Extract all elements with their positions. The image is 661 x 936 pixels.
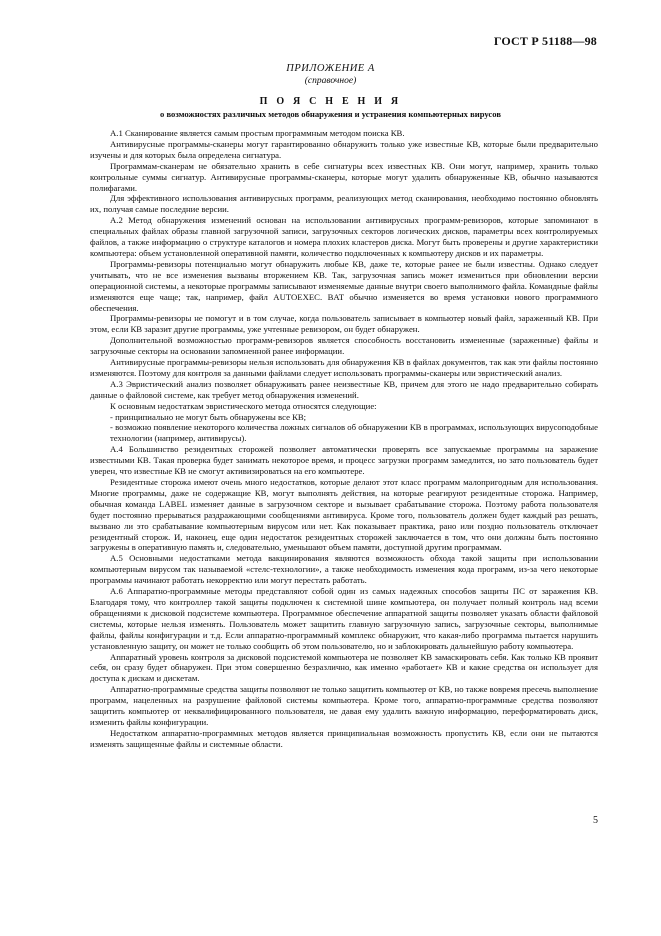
- paragraph: Антивирусные программы-ревизоры нельзя использовать для обнаружения КВ в файлах документов, так как эти файлы постоянно изменяются. Поэтому для контроля за данными файлами следует использовать программы-сканеры или эвристический анализ.: [90, 357, 598, 378]
- paragraph: А.4 Большинство резидентных сторожей позволяет автоматически проверять все запускаемые программы на заражение известными КВ. Такая проверка будет занимать некоторое время, и процесс загрузки программ замедлится, но зато пользователь будет уверен, что известные КВ не смогут активизироваться на его компьютере.: [90, 444, 598, 477]
- paragraph: Программы-ревизоры не помогут и в том случае, когда пользователь записывает в компьютер новый файл, зараженный КВ. При этом, если КВ заразит другие программы, уже учтенные ревизором, он будет обнаружен.: [90, 313, 598, 335]
- paragraph: Аппаратный уровень контроля за дисковой подсистемой компьютера не позволяет КВ замаскировать себя. Как только КВ проявит себя, он сразу будет обнаружен. При этом совершенно безразлично, как именно «работает» КВ и какие средства он использует для доступа к дискам и дискетам.: [90, 651, 598, 684]
- standard-number: ГОСТ Р 51188—98: [493, 34, 597, 48]
- paragraph: Аппаратно-программные средства защиты позволяют не только защитить компьютер от КВ, но также вовремя пресечь выполнение программ, нацеленных на разрушение файловой системы компьютера. Кроме того, аппаратно-программные средства позволяют защитить компьютер от неквалифицированного пользователя, не давая ему удалить важную информацию, переформатировать диск, изменить файлы конфигурации.: [90, 684, 598, 727]
- paragraph: А.6 Аппаратно-программные методы представляют собой один из самых надежных способов защиты ПС от заражения КВ. Благодаря тому, что контроллер такой защиты подключен к системной шине компьютера, он получает полный контроль над всеми обращениями к дисковой подсистеме компьютера. Программное обеспечение аппаратной защиты позволяет указать области файловой системы, которые нельзя изменять. Пользователь может защитить главную загрузочную запись, загрузочные секторы, выполнимые файлы, файлы конфигурации и т.д. Если аппаратно-программный комплекс обнаружит, что какая-либо программа пытается нарушить установленную защиту, он может не только сообщить об этом пользователю, но и заблокировать дальнейшую работу компьютера.: [90, 586, 598, 651]
- paragraph: Антивирусные программы-сканеры могут гарантированно обнаружить только уже известные КВ, которые были предварительно изучены и для которых была определена сигнатура.: [90, 138, 598, 160]
- section-heading: П О Я С Н Е Н И Я: [259, 96, 402, 107]
- list-item: - принципиально не могут быть обнаружены все КВ;: [110, 411, 307, 422]
- paragraph: Программам-сканерам не обязательно хранить в себе сигнатуры всех известных КВ. Они могут, например, хранить только контрольные суммы сигнатур. Антивирусные программы-сканеры, которые могут удалить обнаруженные КВ, обычно называются полифагами.: [90, 160, 598, 193]
- paragraph: Для эффективного использования антивирусных программ, реализующих метод сканирования, необходимо постоянно обновлять их, получая самые последние версии.: [90, 193, 598, 215]
- paragraph: Программы-ревизоры потенциально могут обнаружить любые КВ, даже те, которые ранее не были известны. Однако следует учитывать, что не все изменения вызваны вторжением КВ. Так, загрузочная запись может измениться при обновлении версии операционной системы, а некоторые программы записывают изменяемые данные внутри своего выполнимого файла. Командные файлы изменяются еще чаще; так, например, файл AUTOEXEC. BAT обычно изменяется во время установки нового программного обеспечения.: [90, 258, 598, 313]
- paragraph: К основным недостаткам эвристического метода относятся следующие:: [110, 400, 377, 411]
- appendix-reference-label: (справочное): [304, 76, 357, 86]
- section-subtitle: о возможностях различных методов обнаружения и устранения компьютерных вирусов: [160, 109, 501, 119]
- paragraph: Недостатком аппаратно-программных методов является принципиальная возможность пропустить КВ, если они не пытаются изменять защищенные файлы и системные области.: [90, 727, 598, 749]
- paragraph: А.5 Основными недостатками метода вакцинирования являются возможность обхода такой защиты при использовании компьютерным вирусом так называемой «стелс-технологии», а также необходимость изменения кода программ, из-за чего некоторые программы начинают работать некорректно или могут перестать работать.: [90, 553, 598, 586]
- paragraph: А.3 Эвристический анализ позволяет обнаруживать ранее неизвестные КВ, причем для этого не надо предварительно собирать данные о файловой системе, как требует метод обнаружения изменений.: [90, 378, 598, 400]
- paragraph: А.1 Сканирование является самым простым программным методом поиска КВ.: [110, 128, 405, 138]
- list-item: - возможно появление некоторого количества ложных сигналов об обнаружении КВ в программах, использующих вирусоподобные технологии (например, антивирусы).: [110, 422, 598, 444]
- document-body: [90, 128, 598, 750]
- paragraph: А.2 Метод обнаружения изменений основан на использовании антивирусных программ-ревизоров, которые запоминают в специальных файлах образы главной загрузочной записи, загрузочных секторов логических дисков, параметры всех контролируемых файлов, а также информацию о структуре каталогов и номера плохих кластеров диска. Могут быть проверены и другие характеристики компьютера: объем установленной оперативной памяти, количество подключенных к компьютеру дисков и их параметры.: [90, 215, 598, 258]
- paragraph: Резидентные сторожа имеют очень много недостатков, которые делают этот класс программ малопригодным для использования. Многие программы, даже не содержащие КВ, могут выполнять действия, на которые реагируют резидентные сторожа. Например, обычная команда LABEL изменяет данные в загрузочном секторе и вызывает срабатывание сторожа. Поэтому работа пользователя будет постоянно прерываться раздражающими сообщениями антивируса. Кроме того, пользователь должен будет каждый раз решать, вызвано ли это срабатывание компьютерным вирусом или нет. Как показывает практика, рано или поздно пользователь отключает резидентный сторож. И, наконец, еще один недостаток резидентных сторожей заключается в том, что они должны быть постоянно загружены в оперативную память и, следовательно, уменьшают объем памяти, доступной другим программам.: [90, 477, 598, 553]
- paragraph: Дополнительной возможностью программ-ревизоров является способность восстановить измененные (зараженные) файлы и загрузочные секторы на основании запомненной ранее информации.: [90, 335, 598, 357]
- page-number: 5: [593, 815, 598, 826]
- appendix-title: ПРИЛОЖЕНИЕ А: [286, 63, 375, 74]
